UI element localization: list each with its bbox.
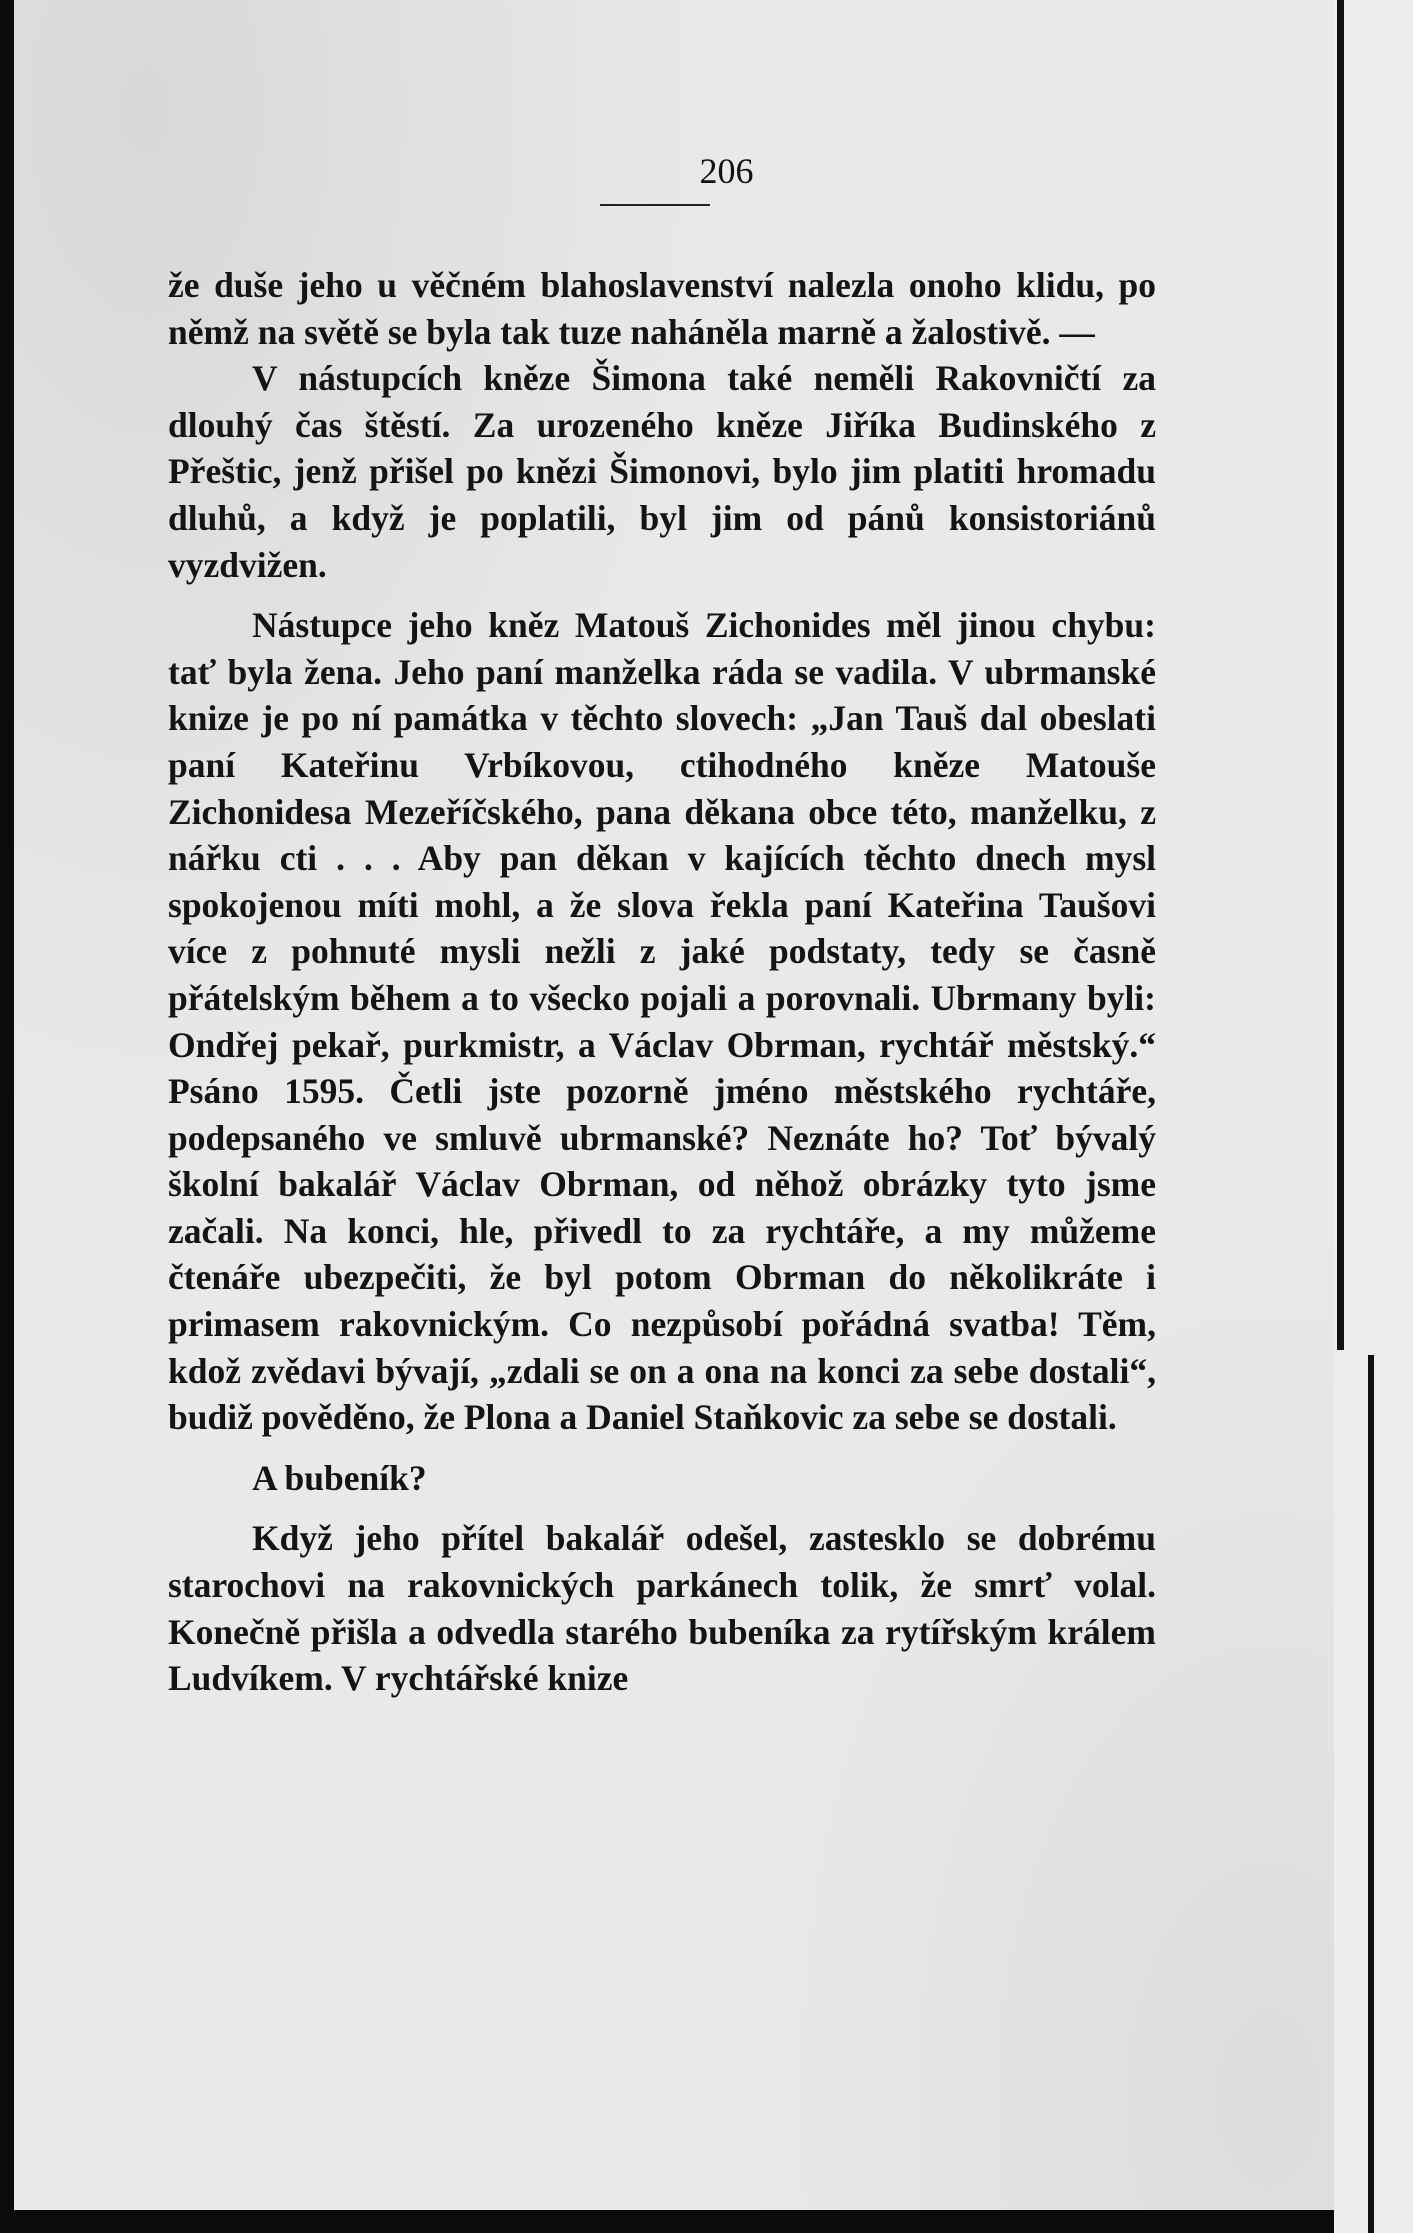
paragraph: Nástupce jeho kněz Matouš Zichonides měl jinou chybu: tať byla žena. Jeho paní manželka ráda se vadila. V ubrmanské knize je po ní památka v těchto slovech: „Jan Tauš dal obeslati paní Kateřinu Vrbíkovou, ctihodného kněze Matouše Zichonidesa Mezeříčského, pana děkana obce této, manželku, z nářku cti . . . Aby pan děkan v kajících těchto dnech mysl spokojenou míti mohl, a že slova řekla paní Kateřina Taušovi více z pohnuté mysli nežli z jaké podstaty, tedy se časně přátelským během a to všecko pojali a porovnali. Ubrmany byli: Ondřej pekař, purkmistr, a Václav Obrman, rychtář městský.“ Psáno 1595. Četli jste pozorně jméno městského rychtáře, podepsaného ve smluvě ubrmanské? Neznáte ho? Toť bývalý školní bakalář Václav Obrman, od něhož obrázky tyto jsme začali. Na konci, hle, přivedl to za rychtáře, a my můžeme čtenáře ubezpečiti, že byl potom Obrman do několikráte i primasem rakovnickým. Co nezpůsobí pořádná svatba! Těm, kdož zvědavi bývají, „zdali se on a ona na konci za sebe dostali“, budiž pověděno, že Plona a Daniel Staňkovic za sebe se dostali. bbox=[168, 605, 1156, 1438]
paragraph: V nástupcích kněze Šimona také neměli Rakovničtí za dlouhý čas štěstí. Za urozeného kněze Jiříka Budinského z Přeštic, jenž přišel po knězi Šimonovi, bylo jim platiti hromadu dluhů, a když je poplatili, byl jim od pánů konsistoriánů vyzdvižen. bbox=[168, 358, 1156, 585]
page-fold-shadow-top bbox=[1337, 0, 1344, 1350]
section-question: A bubeník? bbox=[252, 1457, 427, 1498]
page-number-underline bbox=[600, 204, 710, 206]
paragraph-continuation: že duše jeho u věčném blahoslavenství nalezla onoho klidu, po němž na světě se byla tak tuze naháněla marně a žalostivě. — bbox=[168, 265, 1156, 352]
paragraph: Když jeho přítel bakalář odešel, zastesklo se dobrému starochovi na rakovnických parkánech tolik, že smrť volal. Konečně přišla a odvedla starého bubeníka za rytířským králem Ludvíkem. V rychtářské knize bbox=[168, 1518, 1156, 1699]
page-fold-shadow-bottom bbox=[1368, 1355, 1374, 2233]
page-number: 206 bbox=[699, 151, 754, 191]
body-text bbox=[168, 262, 1156, 1702]
